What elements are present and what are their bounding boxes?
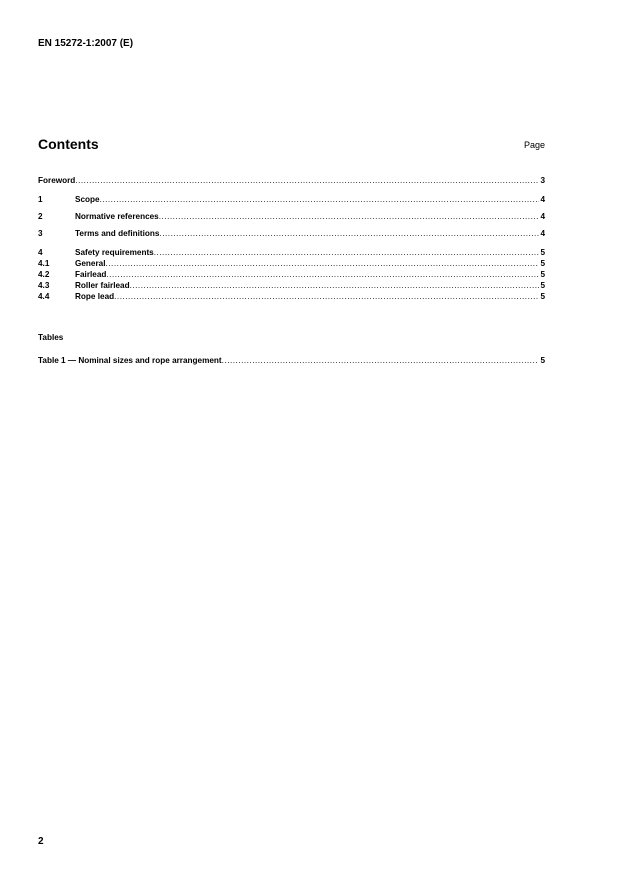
toc-entry-title: Safety requirements bbox=[75, 248, 154, 257]
toc-entry-title: Rope lead bbox=[75, 292, 115, 301]
toc-entry-title: Foreword bbox=[38, 176, 76, 185]
toc-entry-page: 5 bbox=[540, 248, 545, 257]
toc-entry-scope[interactable] bbox=[38, 195, 545, 205]
table-entry-title: Table 1 — Nominal sizes and rope arrangement bbox=[38, 356, 222, 365]
table-entry-page: 5 bbox=[540, 356, 545, 365]
toc-entry-page: 5 bbox=[540, 259, 545, 268]
toc-entry-rope-lead[interactable] bbox=[38, 292, 545, 302]
toc-entry-foreword[interactable] bbox=[38, 176, 545, 186]
document-id: EN 15272-1:2007 (E) bbox=[38, 38, 134, 49]
toc-entry-title: Roller fairlead bbox=[75, 281, 130, 290]
toc-entry-number: 4.2 bbox=[38, 270, 50, 279]
toc-entry-page: 4 bbox=[540, 229, 545, 238]
toc-entry-title: Scope bbox=[75, 195, 100, 204]
toc-entry-page: 3 bbox=[540, 176, 545, 185]
toc-entry-number: 2 bbox=[38, 212, 43, 221]
toc-entry-normative-references[interactable] bbox=[38, 212, 545, 222]
toc-entry-number: 4.4 bbox=[38, 292, 50, 301]
page-column-label: Page bbox=[523, 140, 545, 150]
toc-leader-dots bbox=[130, 281, 540, 291]
toc-entry-safety-requirements[interactable] bbox=[38, 248, 545, 258]
page-number: 2 bbox=[38, 836, 44, 847]
toc-entry-terms-and-definitions[interactable] bbox=[38, 229, 545, 239]
toc-entry-general[interactable] bbox=[38, 259, 545, 269]
toc-leader-dots bbox=[222, 356, 538, 366]
toc-leader-dots bbox=[114, 292, 539, 302]
tables-heading: Tables bbox=[38, 333, 64, 342]
toc-entry-page: 5 bbox=[540, 270, 545, 279]
toc-leader-dots bbox=[159, 229, 539, 239]
toc-leader-dots bbox=[159, 212, 540, 222]
toc-entry-fairlead[interactable] bbox=[38, 270, 545, 280]
table-list-entry[interactable] bbox=[38, 356, 545, 366]
toc-entry-title: Terms and definitions bbox=[75, 229, 160, 238]
toc-leader-dots bbox=[75, 176, 539, 186]
toc-entry-number: 4 bbox=[38, 248, 43, 257]
toc-entry-page: 5 bbox=[540, 292, 545, 301]
toc-entry-title: Fairlead bbox=[75, 270, 107, 279]
contents-title: Contents bbox=[38, 136, 99, 152]
toc-entry-page: 4 bbox=[540, 195, 545, 204]
toc-entry-page: 4 bbox=[540, 212, 545, 221]
toc-leader-dots bbox=[100, 195, 540, 205]
toc-leader-dots bbox=[154, 248, 540, 258]
toc-entry-number: 3 bbox=[38, 229, 43, 238]
toc-entry-page: 5 bbox=[540, 281, 545, 290]
toc-entry-title: Normative references bbox=[75, 212, 159, 221]
toc-entry-number: 4.1 bbox=[38, 259, 50, 268]
toc-leader-dots bbox=[106, 259, 540, 269]
toc-leader-dots bbox=[106, 270, 539, 280]
toc-entry-number: 4.3 bbox=[38, 281, 50, 290]
toc-entry-title: General bbox=[75, 259, 106, 268]
toc-entry-number: 1 bbox=[38, 195, 43, 204]
toc-entry-roller-fairlead[interactable] bbox=[38, 281, 545, 291]
